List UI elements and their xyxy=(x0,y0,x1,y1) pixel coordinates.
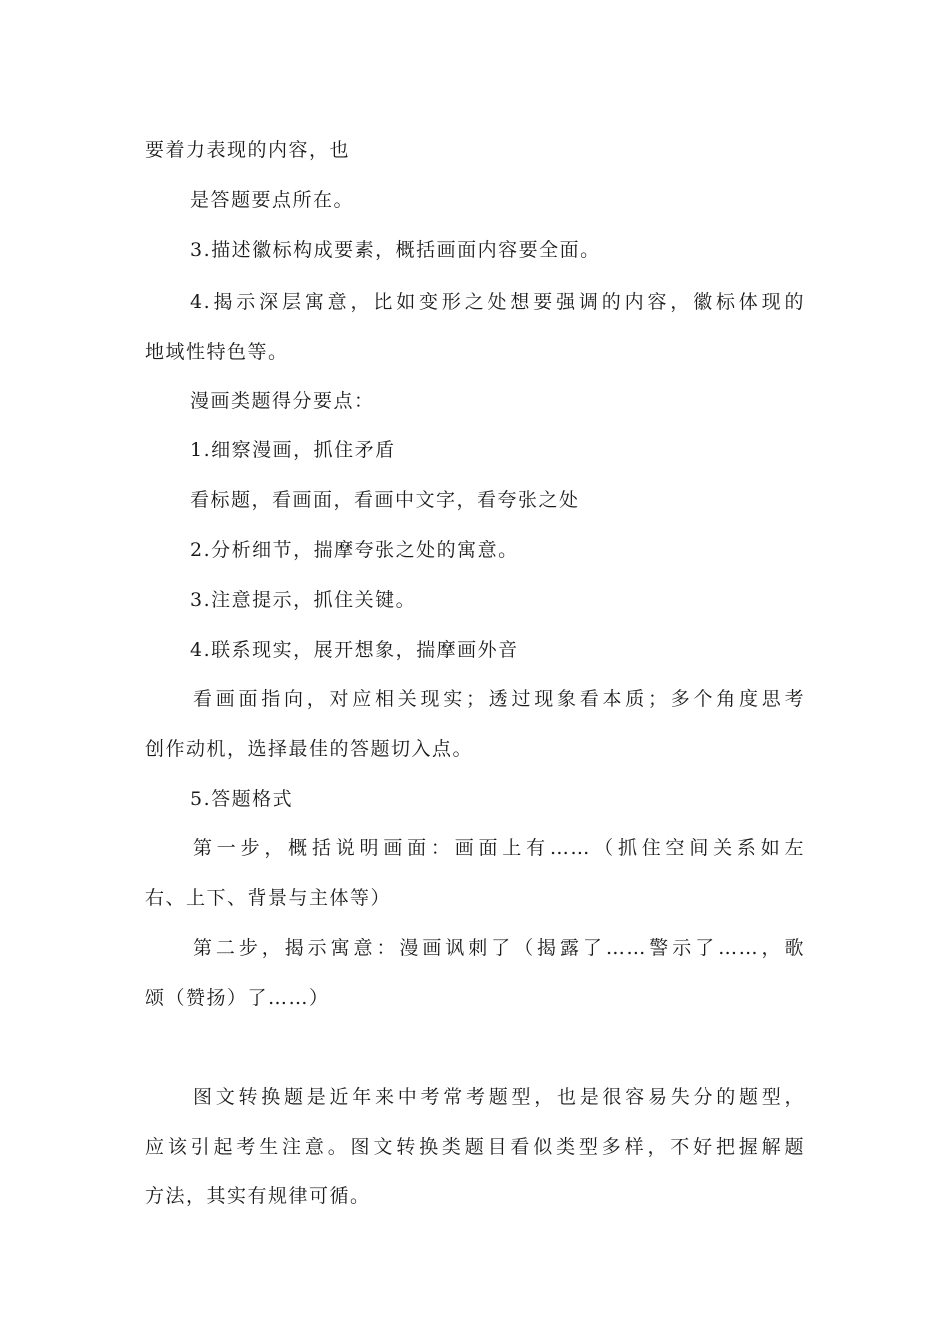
text-line: 1.细察漫画，抓住矛盾 xyxy=(190,439,396,461)
text-line: 要着力表现的内容，也 xyxy=(145,139,351,161)
text-line: 颂（赞扬）了……） xyxy=(145,987,330,1009)
section-heading: 漫画类题得分要点： xyxy=(190,390,375,412)
text-line: 4.联系现实，展开想象，揣摩画外音 xyxy=(190,639,519,661)
text-line: 3.注意提示，抓住关键。 xyxy=(190,589,417,611)
text-line: 3.描述徽标构成要素，概括画面内容要全面。 xyxy=(190,239,601,261)
text-line: 应该引起考生注意。图文转换类题目看似类型多样，不好把握解题 xyxy=(145,1136,805,1158)
text-line: 方法，其实有规律可循。 xyxy=(145,1185,371,1207)
text-line: 5.答题格式 xyxy=(190,788,294,810)
text-line: 看标题，看画面，看画中文字，看夸张之处 xyxy=(190,489,580,511)
text-line: 4.揭示深层寓意，比如变形之处想要强调的内容，徽标体现的 xyxy=(190,291,805,313)
text-line: 第二步，揭示寓意：漫画讽刺了（揭露了……警示了……，歌 xyxy=(193,937,805,959)
text-line: 看画面指向，对应相关现实；透过现象看本质；多个角度思考 xyxy=(193,688,805,710)
text-line: 第一步，概括说明画面：画面上有……（抓住空间关系如左 xyxy=(193,837,805,859)
text-line: 地域性特色等。 xyxy=(145,341,289,363)
text-line: 图文转换题是近年来中考常考题型，也是很容易失分的题型， xyxy=(193,1086,805,1108)
text-line: 创作动机，选择最佳的答题切入点。 xyxy=(145,738,474,760)
text-line: 2.分析细节，揣摩夸张之处的寓意。 xyxy=(190,539,519,561)
text-line: 右、上下、背景与主体等） xyxy=(145,887,392,909)
text-line: 是答题要点所在。 xyxy=(190,189,355,211)
